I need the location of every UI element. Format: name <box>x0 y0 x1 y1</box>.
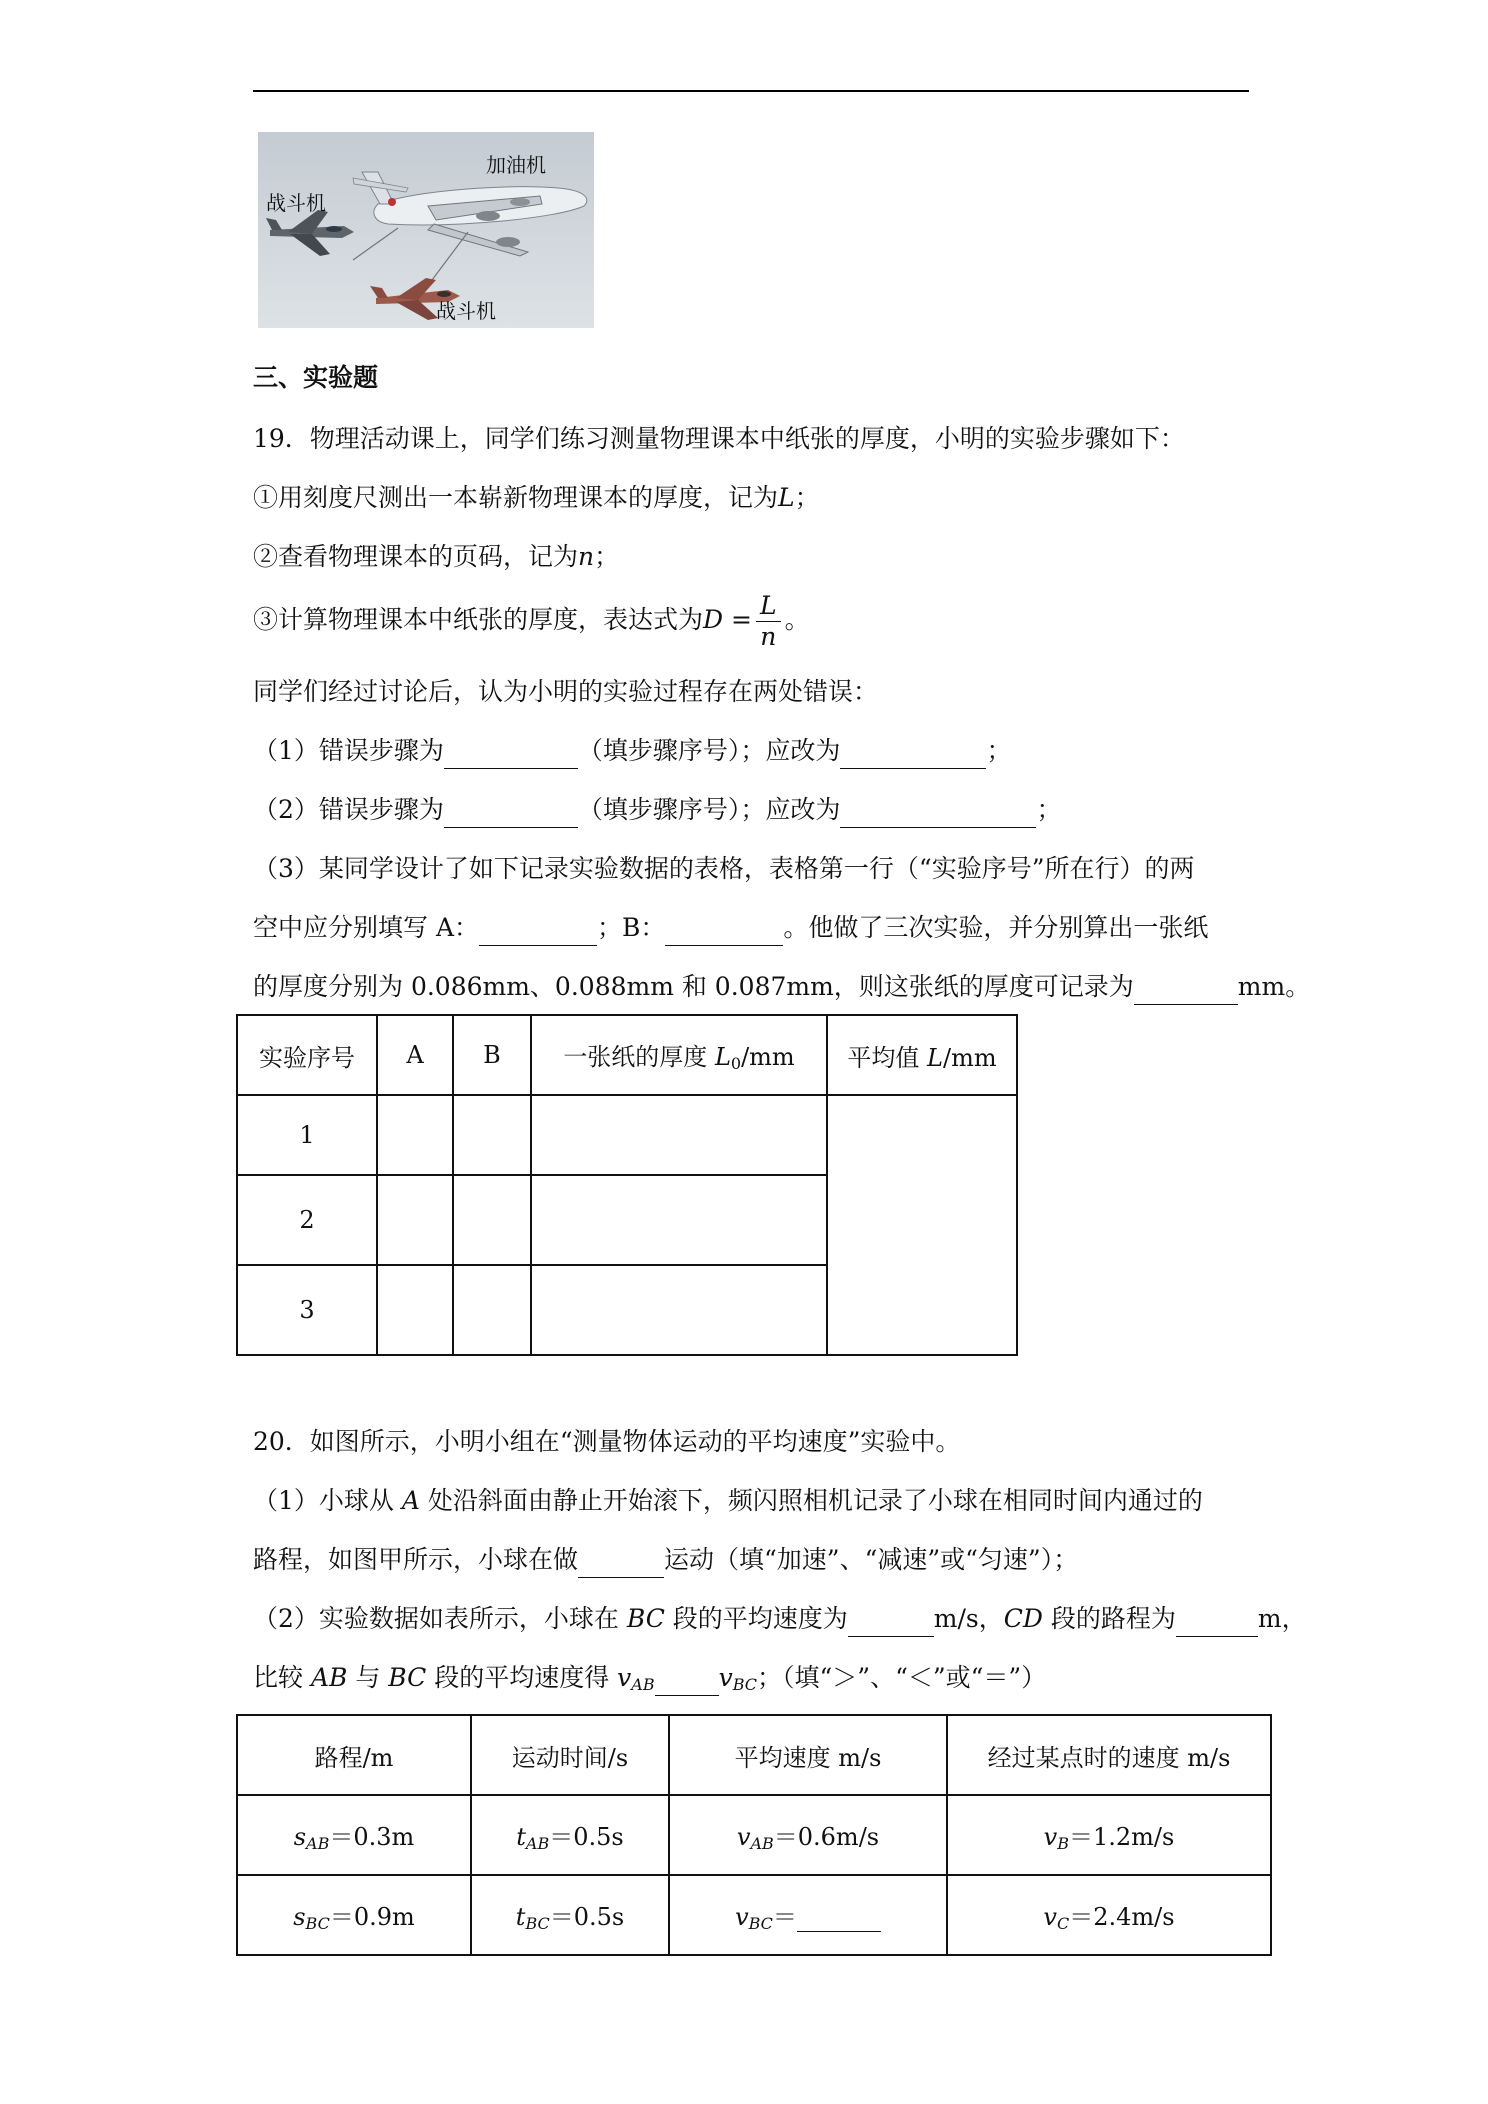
cell-b[interactable] <box>453 1175 531 1265</box>
var-v-sub: AB <box>631 1675 655 1694</box>
q20-part2-line2 <box>253 1661 1046 1702</box>
var-s-sub: AB <box>306 1834 330 1853</box>
var-v: v <box>1043 1823 1058 1851</box>
q19-part1-text-a: （1）错误步骤为 <box>253 736 444 765</box>
var-L-avg: L <box>927 1043 943 1072</box>
cell-thickness[interactable] <box>531 1265 827 1355</box>
header-time: 运动时间/s <box>471 1715 669 1795</box>
var-t-sub: BC <box>525 1914 550 1933</box>
q20-data-table <box>236 1714 1272 1956</box>
var-v: v <box>736 1823 751 1851</box>
header-point-speed: 经过某点时的速度 m/s <box>947 1715 1271 1795</box>
header-distance: 路程/m <box>237 1715 471 1795</box>
header-thickness <box>531 1015 827 1095</box>
cell-point-speed <box>947 1795 1271 1875</box>
q19-part3-line2 <box>253 911 1208 946</box>
q19-part3-line3 <box>253 970 1310 1005</box>
var-v: v <box>718 1663 733 1692</box>
q20-part2-text-f: 比较 <box>253 1663 311 1692</box>
header-avg-speed: 平均速度 m/s <box>669 1715 947 1795</box>
refueling-photo <box>258 132 594 328</box>
var-t: t <box>516 1823 526 1851</box>
fraction-L-over-n <box>756 591 781 652</box>
q20-part2-text-a: （2）实验数据如表所示，小球在 <box>253 1604 627 1633</box>
value-distance: ＝0.3m <box>329 1823 415 1851</box>
fighter-label-bottom: 战斗机 <box>436 299 496 323</box>
q19-part3-line1: （3）某同学设计了如下记录实验数据的表格，表格第一行（“实验序号”所在行）的两 <box>253 854 1195 883</box>
header-a: A <box>377 1015 453 1095</box>
answer-blank[interactable] <box>655 1661 719 1696</box>
q20-part1-line1 <box>253 1484 1203 1518</box>
cell-avg-speed <box>669 1875 947 1955</box>
var-s: s <box>293 1823 307 1851</box>
var-A: A <box>401 1486 420 1515</box>
value-distance: ＝0.9m <box>329 1903 415 1931</box>
value-point-speed: ＝1.2m/s <box>1069 1823 1175 1851</box>
answer-blank[interactable] <box>848 1602 934 1637</box>
cell-point-speed <box>947 1875 1271 1955</box>
q19-part1 <box>253 734 1011 769</box>
cell-a[interactable] <box>377 1095 453 1175</box>
value-avg-speed: ＝0.6m/s <box>773 1823 880 1851</box>
var-v: v <box>617 1663 632 1692</box>
header-b: B <box>453 1015 531 1095</box>
q19-step2-end: ； <box>594 542 620 571</box>
cell-a[interactable] <box>377 1175 453 1265</box>
var-v: v <box>735 1903 749 1931</box>
q19-step3-end: 。 <box>784 605 810 634</box>
q19-part3-text-b: ；B： <box>597 913 666 942</box>
q19-part2-text-c: ； <box>1036 795 1062 824</box>
row-seq: 1 <box>237 1095 377 1175</box>
answer-blank[interactable] <box>797 1903 881 1932</box>
answer-blank[interactable] <box>479 911 597 946</box>
answer-blank[interactable] <box>578 1543 664 1578</box>
q19-step2 <box>253 540 619 574</box>
equals-sign: = <box>731 605 752 634</box>
cell-a[interactable] <box>377 1265 453 1355</box>
q19-part2 <box>253 793 1061 828</box>
var-n: n <box>578 542 595 571</box>
q19-step3 <box>253 590 810 652</box>
value-time: ＝0.5s <box>549 1823 624 1851</box>
value-avg-speed: ＝ <box>772 1903 797 1931</box>
q19-part1-text-c: ； <box>986 736 1012 765</box>
q20-part2-text-d: 段的路程为 <box>1042 1604 1176 1633</box>
q19-step1-end: ； <box>794 483 820 512</box>
var-L0-sub: 0 <box>730 1054 742 1073</box>
var-v-sub: BC <box>732 1675 758 1694</box>
header-thickness-unit: /mm <box>741 1043 795 1071</box>
cell-time <box>471 1875 669 1955</box>
q20-intro: 20．如图所示，小明小组在“测量物体运动的平均速度”实验中。 <box>253 1427 961 1456</box>
cell-b[interactable] <box>453 1265 531 1355</box>
answer-blank[interactable] <box>444 793 578 828</box>
q19-discussion: 同学们经过讨论后，认为小明的实验过程存在两处错误： <box>253 677 879 706</box>
var-CD: CD <box>1003 1604 1043 1633</box>
cell-thickness[interactable] <box>531 1175 827 1265</box>
header-seq: 实验序号 <box>237 1015 377 1095</box>
var-t: t <box>515 1903 526 1931</box>
q20-part1-text-c: 路程，如图甲所示，小球在做 <box>253 1545 579 1574</box>
q19-step1 <box>253 481 820 515</box>
q20-part1-text-d: 运动（填“加速”、“减速”或“匀速”）； <box>664 1545 1079 1574</box>
cell-thickness[interactable] <box>531 1095 827 1175</box>
q19-part3-text-c: 。他做了三次实验，并分别算出一张纸 <box>783 913 1209 942</box>
cell-b[interactable] <box>453 1095 531 1175</box>
q19-part2-text-b: （填步骤序号）；应改为 <box>577 795 841 824</box>
tanker-label: 加油机 <box>486 153 546 177</box>
q19-step1-text: ①用刻度尺测出一本崭新物理课本的厚度，记为 <box>253 483 779 512</box>
var-v-sub: BC <box>748 1914 773 1933</box>
var-AB: AB <box>310 1663 348 1692</box>
var-v: v <box>1043 1903 1057 1931</box>
answer-blank[interactable] <box>1134 970 1238 1005</box>
var-L0: L <box>714 1043 731 1071</box>
answer-blank[interactable] <box>444 734 578 769</box>
cell-avg-speed <box>669 1795 947 1875</box>
var-s: s <box>293 1903 306 1931</box>
answer-blank[interactable] <box>840 734 986 769</box>
q20-part2-text-e: m， <box>1257 1604 1307 1633</box>
q20-part2-text-h: 段的平均速度得 <box>426 1663 618 1692</box>
q19-part3-text-e: mm。 <box>1237 972 1311 1001</box>
cell-time <box>471 1795 669 1875</box>
fraction-denominator: n <box>760 622 777 651</box>
var-v-sub: B <box>1057 1834 1069 1853</box>
var-L: L <box>778 483 795 512</box>
q20-part1-text-a: （1）小球从 <box>253 1486 402 1515</box>
q20-part2-text-b: 段的平均速度为 <box>664 1604 848 1633</box>
var-D: D <box>703 605 724 634</box>
header-rule <box>253 90 1249 92</box>
var-v-sub: C <box>1056 1914 1070 1933</box>
q19-part3-text-d: 的厚度分别为 0.086mm、0.088mm 和 0.087mm，则这张纸的厚度可记录为 <box>253 972 1134 1001</box>
row-seq: 3 <box>237 1265 377 1355</box>
q19-intro: 19．物理活动课上，同学们练习测量物理课本中纸张的厚度，小明的实验步骤如下： <box>253 424 1185 453</box>
var-BC: BC <box>626 1604 665 1633</box>
q20-part1-text-b: 处沿斜面由静止开始滚下，频闪照相机记录了小球在相同时间内通过的 <box>419 1486 1203 1515</box>
row-seq: 2 <box>237 1175 377 1265</box>
cell-average[interactable] <box>827 1095 1017 1355</box>
header-average-text: 平均值 <box>847 1043 928 1072</box>
fraction-numerator: L <box>756 591 781 622</box>
section-heading: 三、实验题 <box>253 363 379 392</box>
value-time: ＝0.5s <box>549 1903 625 1931</box>
q19-step2-text: ②查看物理课本的页码，记为 <box>253 542 579 571</box>
q20-part2-text-c: m/s， <box>933 1604 1004 1633</box>
var-BC: BC <box>388 1663 427 1692</box>
q20-part1-line2 <box>253 1543 1078 1578</box>
var-t-sub: AB <box>525 1834 550 1853</box>
q19-part1-text-b: （填步骤序号）；应改为 <box>577 736 841 765</box>
var-s-sub: BC <box>305 1914 330 1933</box>
header-thickness-text: 一张纸的厚度 <box>563 1043 715 1071</box>
cell-distance <box>237 1875 471 1955</box>
answer-blank[interactable] <box>1176 1602 1258 1637</box>
var-v-sub: AB <box>750 1834 774 1853</box>
q19-data-table <box>236 1014 1018 1356</box>
q19-part3-text-a: 空中应分别填写 A： <box>253 913 480 942</box>
q20-part2-text-i: ；（填“＞”、“＜”或“＝”） <box>757 1663 1047 1692</box>
answer-blank[interactable] <box>840 793 1036 828</box>
q20-part2-line1 <box>253 1602 1307 1637</box>
header-average-unit: /mm <box>942 1043 997 1072</box>
q19-part2-text-a: （2）错误步骤为 <box>253 795 444 824</box>
fighter-label-top: 战斗机 <box>266 191 326 215</box>
cell-distance <box>237 1795 471 1875</box>
header-average <box>827 1015 1017 1095</box>
q19-step3-text: ③计算物理课本中纸张的厚度，表达式为 <box>253 605 704 634</box>
q20-part2-text-g: 与 <box>347 1663 389 1692</box>
answer-blank[interactable] <box>665 911 783 946</box>
value-point-speed: ＝2.4m/s <box>1069 1903 1175 1931</box>
